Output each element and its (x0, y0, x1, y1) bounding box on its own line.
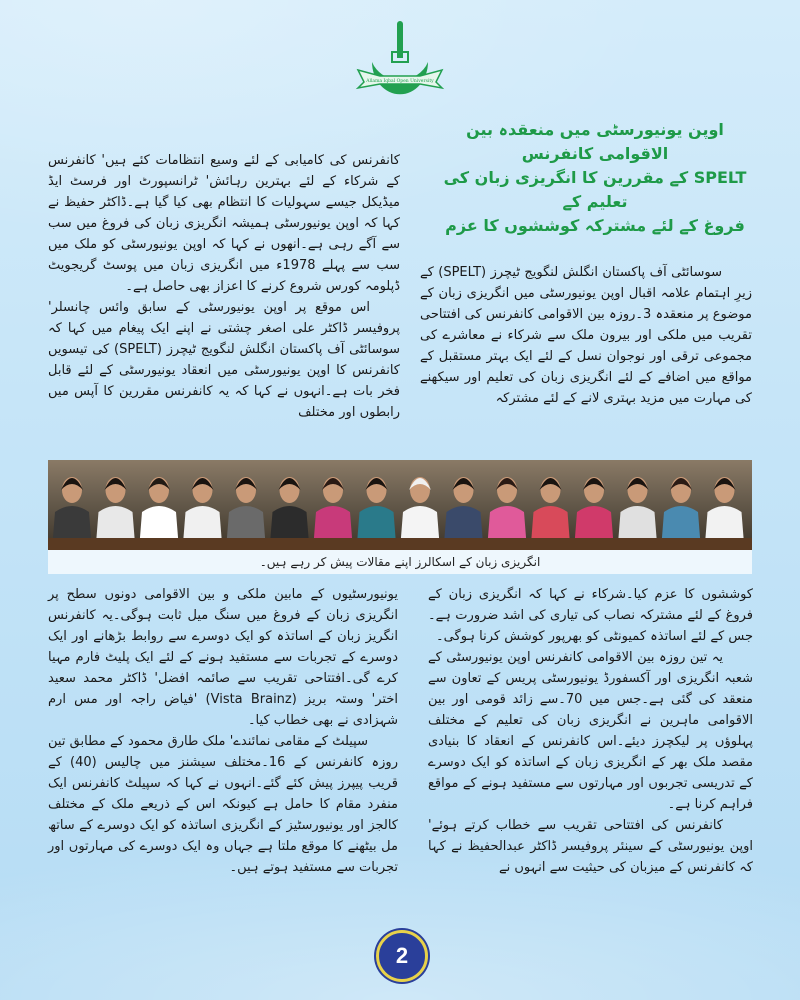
university-logo (350, 18, 450, 98)
page-number: 2 (376, 930, 428, 982)
paragraph: کوششوں کا عزم کیا۔شرکاء نے کہا کہ انگریزی زبان کے فروغ کے لئے مشترکہ نصاب کی تیاری کی اشد ضرورت ہے۔جس کے لئے اساتذہ کمیونٹی کو بھرپور کوشش کرنا ہوگی۔ (428, 587, 753, 644)
paragraph: کانفرنس کی افتتاحی تقریب سے خطاب کرتے ہوئے' اوپن یونیورسٹی کے سینئر پروفیسر ڈاکٹر عبدالحفیظ نے کہا کہ کانفرنس کے میزبان کی حیثیت سے انہوں نے (428, 818, 753, 875)
svg-text:Allama Iqbal Open University: Allama Iqbal Open University (366, 79, 434, 84)
paragraph: کانفرنس کی کامیابی کے لئے وسیع انتظامات کئے ہیں' کانفرنس کے شرکاء کے لئے بہترین رہائش' ٹرانسپورٹ اور فرسٹ ایڈ میڈیکل جیسے سہولیات کا انتظام بھی کیا گیا ہے۔ڈاکٹر حفیظ نے کہا کہ اوپن یونیورسٹی ہمیشہ انگریزی زبان کی فروغ میں سب سے آگے رہی ہے۔انھوں نے کہا کہ اوپن یونیورسٹی کو ملک میں سب سے پہلے 1978ء میں انگریزی زبان میں پوسٹ گریجویٹ ڈپلومہ کورس شروع کرنے کا اعزاز بھی حاصل ہے۔ (48, 153, 400, 294)
paragraph: یہ تین روزہ بین الاقوامی کانفرنس اوپن یونیورسٹی کے شعبہ انگریزی اور آکسفورڈ یونیورسٹی پریس کے تعاون سے منعقد کی گئی ہے۔جس میں 70۔سے زائد قومی اور بین الاقوامی ماہرین نے انگریزی زبان کی تعلیم کے مختلف پہلوؤں پر لیکچرز دیئے۔اس کانفرنس کے انعقاد کا بنیادی مقصد ملک بھر کے انگریزی زبان کے اساتذہ کو ایک دوسرے کے تدریسی تجربوں اور مہارتوں سے مستفید ہونے کے مواقع فراہم کرنا ہے۔ (428, 650, 754, 812)
paragraph: سپیلٹ کے مقامی نمائندے' ملک طارق محمود کے مطابق تین روزہ کانفرنس کے 16۔مختلف سیشنز میں چالیس (40) کے قریب پیپرز پیش کئے گئے۔انہوں نے کہا کہ سپیلٹ کانفرنس ایک منفرد مقام کا حامل ہے کیونکہ اس کے ذریعے ملک کے مختلف کالجز اور یونیورسٹیز کے انگریزی اساتذہ کو ایک دوسرے کے ساتھ مل بیٹھنے کا موقع ملتا ہے جہاں وہ ایک دوسرے کی مہارتوں اور تجربات سے مستفید ہوتے ہیں۔ (48, 734, 398, 875)
heading-line: اوپن یونیورسٹی میں منعقدہ بین الاقوامی کانفرنس (466, 120, 724, 163)
desk (48, 538, 752, 550)
conference-group-photo (48, 460, 752, 550)
article-heading (430, 118, 760, 238)
lower-right-column (428, 584, 753, 878)
paragraph: یونیورسٹیوں کے مابین ملکی و بین الاقوامی دونوں سطح پر انگریزی زبان کے فروغ میں سنگ میل ثابت ہوگی۔یہ کانفرنس انگریز زبان کے اساتذہ کو ایک دوسرے سے روابط بڑھانے اور ایک دوسرے کے تجربات سے مستفید ہونے کے لئے ایک پلیٹ فارم مہیا کرے گی۔افتتاحی تقریب سے صائمہ افضل' ڈاکٹر محمد سعید اختر' وستہ بریز (Vista Brainz) 'فیاض راجہ اور مس ارم شہزادی نے بھی خطاب کیا۔ (48, 587, 398, 728)
upper-right-column (420, 262, 752, 409)
paragraph: اس موقع پر اوپن یونیورسٹی کے سابق وائس چانسلر' پروفیسر ڈاکٹر علی اصغر چشتی نے اپنے ایک پیغام میں کہا کہ سوسائٹی آف پاکستان انگلش لنگویج ٹیچرز (SPELT) کی تیسویں کانفرنس کا اوپن یونیورسٹی میں انعقاد یونیورسٹی کے لئے قابل فخر بات ہے۔انہوں نے کہا کہ یہ کانفرنس مقررین کا آپس میں رابطوں اور مختلف (48, 300, 400, 420)
heading-line: فروغ کے لئے مشترکہ کوششوں کا عزم (445, 216, 745, 235)
upper-left-column (48, 150, 400, 423)
heading-line: SPELT کے مقررین کا انگریزی زبان کی تعلیم کے (443, 168, 747, 211)
paragraph: سوسائٹی آف پاکستان انگلش لنگویج ٹیچرز (SPELT) کے زیرِ اہتمام علامہ اقبال اوپن یونیورسٹی میں انگریزی زبان کے موضوع پر منعقدہ 3۔روزہ بین الاقوامی کانفرنس کی افتتاحی تقریب میں ملکی اور بیرون ملک سے شرکاء نے معاشرے کی مجموعی ترقی اور نوجوان نسل کے لئے ایک بہتر مستقبل کے مواقع میں اضافے کے لئے انگریزی زبان کی تعلیم اور سیکھنے کی مہارت میں مزید بہتری لانے کے لئے مشترکہ (420, 265, 752, 406)
lower-left-column (48, 584, 398, 878)
photo-caption: انگریزی زبان کے اسکالرز اپنے مقالات پیش کر رہے ہیں۔ (48, 550, 752, 574)
